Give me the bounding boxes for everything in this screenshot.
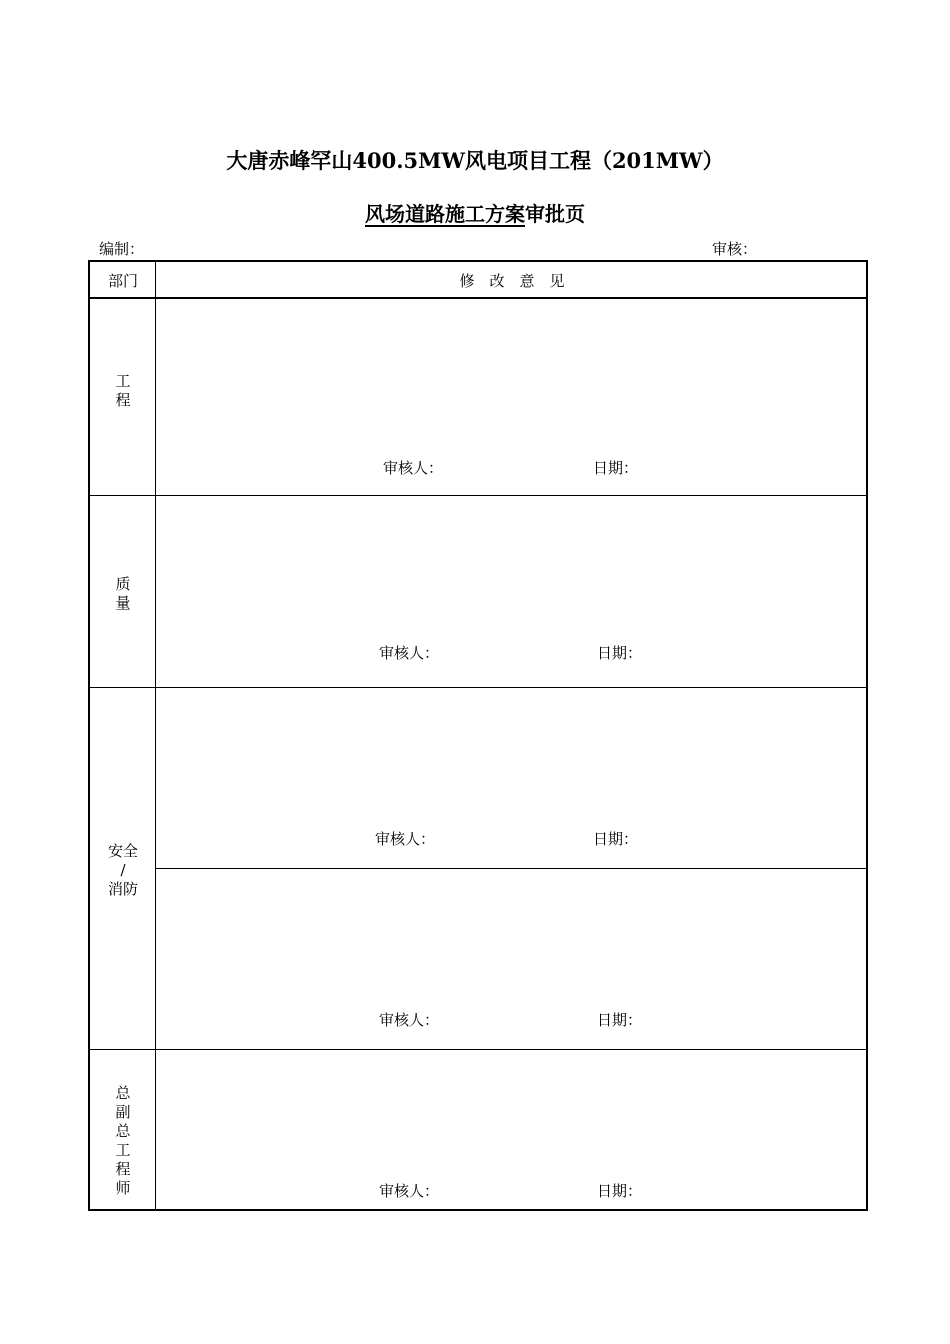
header-dept: 部门 [107, 272, 138, 290]
date-label: 日期： [597, 1182, 643, 1200]
header-divider [90, 297, 866, 299]
date-label: 日期： [593, 459, 639, 477]
reviewer-label: 审核人： [379, 1011, 440, 1029]
dept-line: 消防 [107, 880, 138, 898]
dept-line: 总 [115, 1084, 131, 1102]
dept-quality [90, 575, 156, 613]
reviewer-label: 审核人： [375, 830, 436, 848]
approval-table [88, 260, 868, 1211]
dept-line: 程 [115, 1160, 131, 1178]
row-divider [90, 495, 866, 496]
document-title: 大唐赤峰罕山400.5MW风电项目工程（201MW） [226, 148, 724, 173]
dept-line: 师 [115, 1179, 131, 1197]
row-divider [90, 687, 866, 688]
dept-line: 副 [115, 1103, 131, 1121]
dept-line: 工 [115, 1141, 131, 1159]
reviewer-label: 审核人： [383, 459, 444, 477]
dept-line: 程 [115, 391, 131, 409]
reviewed-by-label: 审核： [712, 240, 758, 258]
dept-line: 量 [115, 594, 131, 612]
date-label: 日期： [593, 830, 639, 848]
subrow-divider [156, 868, 866, 869]
dept-engineering [90, 372, 156, 410]
subtitle-rest: 审批页 [525, 202, 585, 226]
dept-line: 质 [115, 575, 131, 593]
prepared-by-label: 编制： [99, 240, 145, 258]
dept-line: / [120, 861, 126, 879]
date-label: 日期： [597, 1011, 643, 1029]
reviewer-label: 审核人： [379, 644, 440, 662]
dept-deputy-chief-engineer [90, 1084, 156, 1198]
dept-safety-fire [90, 842, 156, 899]
date-label: 日期： [597, 644, 643, 662]
subtitle-underlined: 风场道路施工方案 [365, 202, 525, 226]
dept-line: 总 [115, 1122, 131, 1140]
header-opinion: 修 改 意 见 [459, 272, 565, 290]
dept-line: 工 [115, 372, 131, 390]
row-divider [90, 1049, 866, 1050]
document-subtitle [0, 198, 950, 227]
reviewer-label: 审核人： [379, 1182, 440, 1200]
dept-line: 安全 [107, 842, 138, 860]
